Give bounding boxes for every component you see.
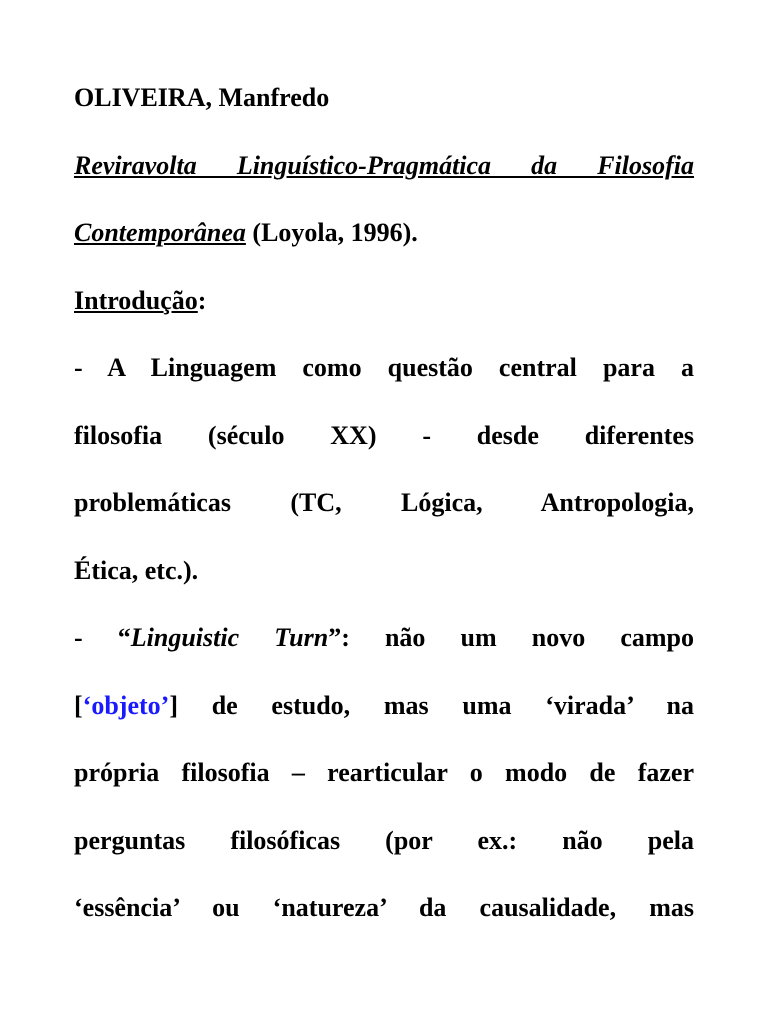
- paragraph-1-line-2: filosofia (século XX) - desde diferentes: [74, 420, 694, 450]
- p2-line1-suffix: ”: não um novo campo: [328, 623, 694, 652]
- paragraph-2-line-5: ‘essência’ ou ‘natureza’ da causalidade, mas: [74, 893, 694, 922]
- book-title-line-1: [74, 132, 694, 200]
- paragraph-2-line-1: [74, 604, 694, 672]
- document-page: [74, 64, 694, 942]
- p2-prefix: - “: [74, 623, 131, 652]
- paragraph-1-line-1: - A Linguagem como questão central para a: [74, 353, 694, 382]
- author-name: OLIVEIRA, Manfredo: [74, 83, 330, 112]
- linguistic-turn-term: Linguistic Turn: [130, 623, 329, 652]
- objeto-highlight: ‘objeto’: [82, 690, 170, 720]
- paragraph-2-line-3: própria filosofia – rearticular o modo de fazer: [74, 758, 694, 787]
- paragraph-2-line-4: perguntas filosóficas (por ex.: não pela: [74, 825, 694, 855]
- section-heading-text: Introdução: [74, 285, 198, 315]
- book-title-part-2: Contemporânea: [74, 218, 246, 247]
- section-heading: [74, 267, 694, 335]
- paragraph-2-line-2: [74, 672, 694, 740]
- paragraph-1-line-3: problemáticas (TC, Lógica, Antropologia,: [74, 488, 694, 517]
- book-title-part-1: Reviravolta Linguístico-Pragmática da Filosofia: [74, 150, 694, 180]
- p2-open-bracket: [: [74, 690, 83, 720]
- book-title-line-2: [74, 199, 694, 267]
- p2-line2-rest: ] de estudo, mas uma ‘virada’ na: [169, 690, 694, 720]
- section-heading-colon: :: [197, 285, 207, 315]
- book-publication: (Loyola, 1996).: [245, 218, 418, 247]
- paragraph-1-line-4: Ética, etc.).: [74, 555, 199, 585]
